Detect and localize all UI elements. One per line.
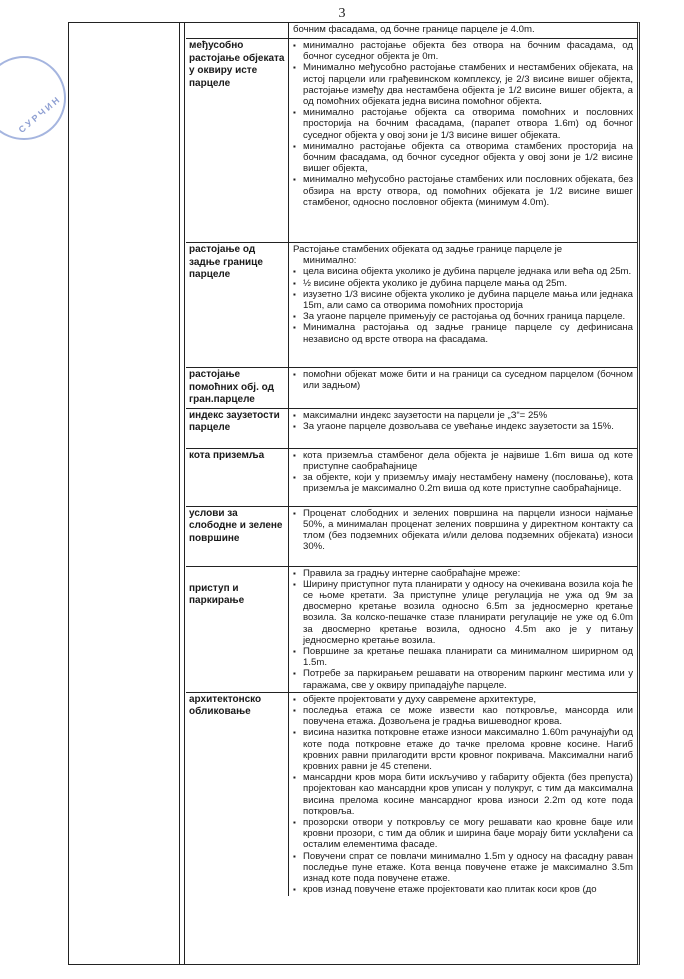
bullet-item: ▪ минимално међусобно растојање стамбених или пословних објеката, без обзира на врсту отвора, од помоћних објеката је 1/2 висине вишег стамбеног, односно пословног објекта (минимум 4.0m). bbox=[293, 174, 633, 208]
bullet-item: ▪ прозорски отвори у поткровљу се могу решавати као кровне баџе или кровни прозори, с тим да облик и ширина баџе морају бити усклађени са осталим елементима фасаде. bbox=[293, 817, 633, 851]
bullet-item: ▪ ½ висине објекта уколико је дубина парцеле мања од 25m. bbox=[293, 278, 633, 289]
bullet-item: ▪ минимално растојање објекта без отвора на бочним фасадама, од бочног суседног објекта је 0m. bbox=[293, 40, 633, 62]
bullet-item: ▪ цела висина објекта уколико је дубина парцеле једнака или већа од 25m. bbox=[293, 266, 633, 277]
bullet-item: ▪ изузетно 1/3 висине објекта уколико је дубина парцеле мања или једнака 15m, али само са отворима помоћних просторија bbox=[293, 289, 633, 311]
row-label: индекс заузетости парцеле bbox=[186, 409, 289, 448]
bullet-item: ▪ минимално растојање објекта са отворима помоћних и пословних просторија на бочним фасадама, (парапет отвора 1.6m) од бочног суседног објекта у овој зони је 1/3 висине вишег објеката. bbox=[293, 107, 633, 141]
column-divider bbox=[184, 23, 185, 964]
intro-text: минимално: bbox=[303, 255, 357, 267]
row-content bbox=[289, 693, 637, 897]
bullet-item: ▪ помоћни објекат може бити и на граници са суседном парцелом (бочном или задњом) bbox=[293, 369, 633, 391]
table-row bbox=[186, 23, 637, 39]
row-content bbox=[289, 23, 637, 38]
intro-text: бочним фасадама, од бочне границе парцеле је 4.0m. bbox=[293, 24, 535, 35]
row-label: архитектонско обликовање bbox=[186, 693, 289, 897]
bullet-item: ▪ Минимално међусобно растојање стамбених и нестамбених објеката, на истој парцели или грађевинском комплексу, је 2/3 висине вишег објекта, растојање између два нестамбена објекта је 1/2 висине вишег објекта, а од помоћних објеката једна висина помоћног објекта. bbox=[293, 62, 633, 107]
official-stamp-icon: С У Р Ч И Н bbox=[0, 56, 66, 140]
regulations-table bbox=[68, 22, 640, 965]
bullet-item: ▪ Проценат слободних и зелених површина на парцели износи најмање 50%, а минималан проценат зелених површина у директном контакту са тлом (без подземних објеката и/или делова подземних објеката) износи 30%. bbox=[293, 508, 633, 553]
table-row bbox=[186, 693, 637, 897]
table-row bbox=[186, 409, 637, 449]
bullet-item: ▪ Правила за градњу интерне саобраћајне мреже: bbox=[293, 568, 633, 579]
bullet-item: ▪ Ширину приступног пута планирати у односу на очекивана возила која ће се њоме кретати. За приступне улице регулација не ужа од 9м за двосмерно кретање возила односно 6.5m за једносмерно кретање возила. За колско-пешачке стазе планирати регулације не уже од 6.0m за двосмерно кретање возила, односно 4.5m ако је у питању једносмерно кретање возила. bbox=[293, 579, 633, 646]
row-content bbox=[289, 39, 637, 242]
table-rows bbox=[186, 23, 637, 896]
row-content bbox=[289, 449, 637, 506]
table-row bbox=[186, 567, 637, 693]
row-label: кота приземља bbox=[186, 449, 289, 506]
table-row bbox=[186, 368, 637, 409]
row-content bbox=[289, 368, 637, 408]
bullet-item: ▪ Минимална растојања од задње границе парцеле су дефинисана независно од врсте отвора на фасадама. bbox=[293, 322, 633, 344]
table-row bbox=[186, 507, 637, 567]
page-number: 3 bbox=[338, 6, 346, 21]
table-row bbox=[186, 39, 637, 243]
left-empty-column bbox=[69, 23, 180, 964]
row-label bbox=[186, 23, 289, 38]
bullet-item: ▪ За угаоне парцеле примењују се растојања од бочних граница парцеле. bbox=[293, 311, 633, 322]
intro-text: Растојање стамбених објеката од задње границе парцеле је bbox=[293, 244, 563, 255]
bullet-item: ▪ за објекте, који у приземљу имају нестамбену намену (пословање), кота приземља је максимално 0.2m виша од коте приступне саобраћајнице. bbox=[293, 472, 633, 494]
row-label: услови за слободне и зелене површине bbox=[186, 507, 289, 566]
row-content bbox=[289, 243, 637, 367]
row-content bbox=[289, 409, 637, 448]
bullet-item: ▪ мансардни кров мора бити искључиво у габариту објекта (без препуста) пројектован као мансардни кров уписан у полукруг, с тим да максимална висина прелома косине мансардног крова износи 2.2m од коте пода поткровља. bbox=[293, 772, 633, 817]
table-row bbox=[186, 243, 637, 368]
bullet-item: ▪ Повучени спрат се повлачи минимално 1.5m у односу на фасадну раван последње пуне етаже. Кота венца повучене етаже је максимално 3.5m изнад коте пода повучене етаже. bbox=[293, 851, 633, 885]
row-content bbox=[289, 567, 637, 692]
bullet-item: ▪ За угаоне парцеле дозвољава се увећање индекс заузетости за 15%. bbox=[293, 421, 633, 432]
table-row bbox=[186, 449, 637, 507]
bullet-item: ▪ минимално растојање објекта са отворима стамбених просторија на бочним фасадама, од бочног суседног објекта у овој зони је 1/2 висине вишег објекта, bbox=[293, 141, 633, 175]
bullet-item: ▪ кота приземља стамбеног дела објекта је највише 1.6m виша од коте приступне саобраћајнице bbox=[293, 450, 633, 472]
row-content bbox=[289, 507, 637, 566]
row-label: међусобно растојање објеката у оквиру исте парцеле bbox=[186, 39, 289, 242]
bullet-item: ▪ објекте пројектовати у духу савремене архитектуре, bbox=[293, 694, 633, 705]
bullet-item: ▪ максимални индекс заузетости на парцели је „З“= 25% bbox=[293, 410, 633, 421]
row-label: растојање од задње границе парцеле bbox=[186, 243, 289, 367]
bullet-item: ▪ последња етажа се може извести као поткровље, мансорда или повучена етажа. Дозвољена је градња вишеводног крова. bbox=[293, 705, 633, 727]
row-label: приступ и паркирање bbox=[186, 567, 289, 692]
bullet-item: ▪ висина назитка поткровне етаже износи максимално 1.60m рачунајући од коте пода поткровне етаже до тачке прелома кровне косине. Нагиб кровних равни прилагодити врсти кровног покривача. Максимални нагиб кровних равни је 45 степени. bbox=[293, 727, 633, 772]
bullet-item: ▪ Површине за кретање пешака планирати са минималном ширирном од 1.5m. bbox=[293, 646, 633, 668]
bullet-item: ▪ Потребе за паркирањем решавати на отвореним паркинг местима или у гаражама, све у оквиру припадајуће парцеле. bbox=[293, 668, 633, 690]
bullet-item: ▪ кров изнад повучене етаже пројектовати као плитак коси кров (до bbox=[293, 884, 633, 895]
row-label: растојање помоћних обј. од гран.парцеле bbox=[186, 368, 289, 408]
